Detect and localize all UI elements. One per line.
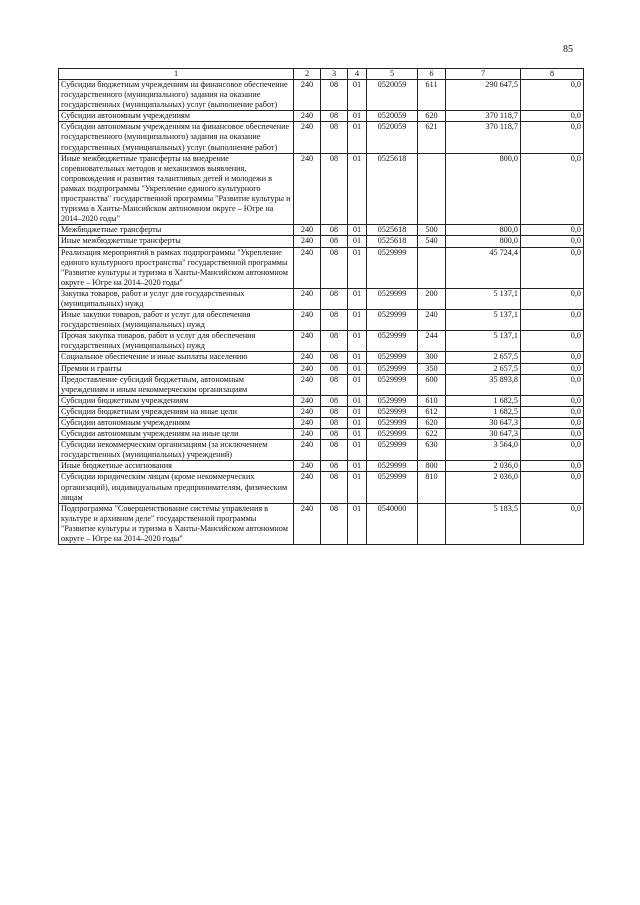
row-name-cell: Иные закупки товаров, работ и услуг для обеспечения государственных (муниципальных) нужд bbox=[59, 310, 294, 331]
expense-type-cell: 350 bbox=[418, 363, 446, 374]
row-name-cell: Реализация мероприятий в рамках подпрограммы "Укрепление единого культурного пространства" государственной программы "Развитие культуры и туризма в Ханты-Мансийском автономном округе – Югре на 2014–2020 годы" bbox=[59, 247, 294, 288]
table-row bbox=[59, 225, 584, 236]
table-row bbox=[59, 440, 584, 461]
amount-cell: 1 682,5 bbox=[446, 406, 521, 417]
table-row bbox=[59, 111, 584, 122]
budget-table bbox=[58, 68, 584, 545]
amount-cell: 1 682,5 bbox=[446, 395, 521, 406]
amount-cell: 370 118,7 bbox=[446, 111, 521, 122]
section-code-cell: 08 bbox=[321, 80, 348, 111]
row-name-cell: Социальное обеспечение и иные выплаты населению bbox=[59, 352, 294, 363]
amount-cell: 370 118,7 bbox=[446, 122, 521, 153]
amount-cell: 5 183,5 bbox=[446, 503, 521, 544]
target-article-cell: 0529999 bbox=[367, 472, 418, 503]
amount-cell: 45 724,4 bbox=[446, 247, 521, 288]
expense-type-cell: 240 bbox=[418, 310, 446, 331]
ministry-code-cell: 240 bbox=[294, 111, 321, 122]
ministry-code-cell: 240 bbox=[294, 310, 321, 331]
second-amount-cell: 0,0 bbox=[521, 472, 584, 503]
section-code-cell: 08 bbox=[321, 472, 348, 503]
target-article-cell: 0529999 bbox=[367, 310, 418, 331]
table-row bbox=[59, 331, 584, 352]
column-header: 4 bbox=[348, 69, 367, 80]
subsection-code-cell: 01 bbox=[348, 472, 367, 503]
target-article-cell: 0529999 bbox=[367, 395, 418, 406]
row-name-cell: Субсидии автономным учреждениям bbox=[59, 418, 294, 429]
table-row bbox=[59, 503, 584, 544]
target-article-cell: 0529999 bbox=[367, 352, 418, 363]
section-code-cell: 08 bbox=[321, 406, 348, 417]
table-row bbox=[59, 406, 584, 417]
ministry-code-cell: 240 bbox=[294, 440, 321, 461]
section-code-cell: 08 bbox=[321, 111, 348, 122]
amount-cell: 290 647,5 bbox=[446, 80, 521, 111]
second-amount-cell: 0,0 bbox=[521, 406, 584, 417]
expense-type-cell: 300 bbox=[418, 352, 446, 363]
column-header: 6 bbox=[418, 69, 446, 80]
amount-cell: 800,0 bbox=[446, 236, 521, 247]
table-row bbox=[59, 461, 584, 472]
row-name-cell: Субсидии автономным учреждениям на иные цели bbox=[59, 429, 294, 440]
second-amount-cell: 0,0 bbox=[521, 247, 584, 288]
amount-cell: 2 036,0 bbox=[446, 461, 521, 472]
ministry-code-cell: 240 bbox=[294, 406, 321, 417]
table-row bbox=[59, 352, 584, 363]
subsection-code-cell: 01 bbox=[348, 418, 367, 429]
ministry-code-cell: 240 bbox=[294, 363, 321, 374]
table-row bbox=[59, 418, 584, 429]
table-row bbox=[59, 153, 584, 225]
second-amount-cell: 0,0 bbox=[521, 461, 584, 472]
table-row bbox=[59, 247, 584, 288]
ministry-code-cell: 240 bbox=[294, 352, 321, 363]
table-row bbox=[59, 236, 584, 247]
target-article-cell: 0529999 bbox=[367, 429, 418, 440]
section-code-cell: 08 bbox=[321, 461, 348, 472]
ministry-code-cell: 240 bbox=[294, 153, 321, 225]
section-code-cell: 08 bbox=[321, 288, 348, 309]
section-code-cell: 08 bbox=[321, 440, 348, 461]
row-name-cell: Подпрограмма "Совершенствование системы управления в культуре и архивном деле" государственной программы "Развитие культуры и туризма в Ханты-Мансийском автономном округе – Югре на 2014–2020 годы" bbox=[59, 503, 294, 544]
target-article-cell: 0525618 bbox=[367, 153, 418, 225]
second-amount-cell: 0,0 bbox=[521, 153, 584, 225]
subsection-code-cell: 01 bbox=[348, 331, 367, 352]
expense-type-cell: 610 bbox=[418, 395, 446, 406]
section-code-cell: 08 bbox=[321, 503, 348, 544]
target-article-cell: 0529999 bbox=[367, 374, 418, 395]
expense-type-cell: 621 bbox=[418, 122, 446, 153]
ministry-code-cell: 240 bbox=[294, 331, 321, 352]
ministry-code-cell: 240 bbox=[294, 80, 321, 111]
subsection-code-cell: 01 bbox=[348, 247, 367, 288]
ministry-code-cell: 240 bbox=[294, 247, 321, 288]
amount-cell: 30 647,3 bbox=[446, 418, 521, 429]
second-amount-cell: 0,0 bbox=[521, 111, 584, 122]
amount-cell: 800,0 bbox=[446, 225, 521, 236]
table-row bbox=[59, 288, 584, 309]
subsection-code-cell: 01 bbox=[348, 122, 367, 153]
ministry-code-cell: 240 bbox=[294, 288, 321, 309]
page-number: 85 bbox=[563, 44, 573, 55]
table-row bbox=[59, 429, 584, 440]
row-name-cell: Иные бюджетные ассигнования bbox=[59, 461, 294, 472]
amount-cell: 5 137,1 bbox=[446, 288, 521, 309]
second-amount-cell: 0,0 bbox=[521, 503, 584, 544]
ministry-code-cell: 240 bbox=[294, 122, 321, 153]
column-header: 3 bbox=[321, 69, 348, 80]
section-code-cell: 08 bbox=[321, 122, 348, 153]
target-article-cell: 0529999 bbox=[367, 418, 418, 429]
section-code-cell: 08 bbox=[321, 153, 348, 225]
target-article-cell: 0529999 bbox=[367, 461, 418, 472]
amount-cell: 2 657,5 bbox=[446, 363, 521, 374]
second-amount-cell: 0,0 bbox=[521, 122, 584, 153]
table-body bbox=[59, 80, 584, 545]
second-amount-cell: 0,0 bbox=[521, 363, 584, 374]
column-header: 1 bbox=[59, 69, 294, 80]
subsection-code-cell: 01 bbox=[348, 461, 367, 472]
column-header: 8 bbox=[521, 69, 584, 80]
second-amount-cell: 0,0 bbox=[521, 440, 584, 461]
subsection-code-cell: 01 bbox=[348, 80, 367, 111]
subsection-code-cell: 01 bbox=[348, 440, 367, 461]
second-amount-cell: 0,0 bbox=[521, 225, 584, 236]
subsection-code-cell: 01 bbox=[348, 406, 367, 417]
target-article-cell: 0529999 bbox=[367, 440, 418, 461]
subsection-code-cell: 01 bbox=[348, 363, 367, 374]
row-name-cell: Премии и гранты bbox=[59, 363, 294, 374]
section-code-cell: 08 bbox=[321, 236, 348, 247]
subsection-code-cell: 01 bbox=[348, 153, 367, 225]
second-amount-cell: 0,0 bbox=[521, 374, 584, 395]
target-article-cell: 0525618 bbox=[367, 225, 418, 236]
second-amount-cell: 0,0 bbox=[521, 288, 584, 309]
ministry-code-cell: 240 bbox=[294, 418, 321, 429]
table-header-row bbox=[59, 69, 584, 80]
subsection-code-cell: 01 bbox=[348, 111, 367, 122]
column-header: 5 bbox=[367, 69, 418, 80]
amount-cell: 35 893,8 bbox=[446, 374, 521, 395]
ministry-code-cell: 240 bbox=[294, 472, 321, 503]
second-amount-cell: 0,0 bbox=[521, 395, 584, 406]
ministry-code-cell: 240 bbox=[294, 374, 321, 395]
expense-type-cell: 620 bbox=[418, 418, 446, 429]
expense-type-cell: 540 bbox=[418, 236, 446, 247]
subsection-code-cell: 01 bbox=[348, 429, 367, 440]
ministry-code-cell: 240 bbox=[294, 461, 321, 472]
target-article-cell: 0520059 bbox=[367, 80, 418, 111]
section-code-cell: 08 bbox=[321, 363, 348, 374]
row-name-cell: Субсидии некоммерческим организациям (за исключением государственных (муниципальных) учреждений) bbox=[59, 440, 294, 461]
expense-type-cell bbox=[418, 503, 446, 544]
section-code-cell: 08 bbox=[321, 395, 348, 406]
row-name-cell: Субсидии бюджетным учреждениям на финансовое обеспечение государственного (муниципального) задания на оказание государственных (муниципальных) услуг (выполнение работ) bbox=[59, 80, 294, 111]
ministry-code-cell: 240 bbox=[294, 503, 321, 544]
expense-type-cell: 200 bbox=[418, 288, 446, 309]
expense-type-cell: 622 bbox=[418, 429, 446, 440]
target-article-cell: 0540000 bbox=[367, 503, 418, 544]
ministry-code-cell: 240 bbox=[294, 395, 321, 406]
target-article-cell: 0529999 bbox=[367, 363, 418, 374]
ministry-code-cell: 240 bbox=[294, 225, 321, 236]
row-name-cell: Субсидии автономным учреждениям на финансовое обеспечение государственного (муниципального) задания на оказание государственных (муниципальных) услуг (выполнение работ) bbox=[59, 122, 294, 153]
target-article-cell: 0525618 bbox=[367, 236, 418, 247]
row-name-cell: Прочая закупка товаров, работ и услуг для обеспечения государственных (муниципальных) нужд bbox=[59, 331, 294, 352]
expense-type-cell: 611 bbox=[418, 80, 446, 111]
target-article-cell: 0529999 bbox=[367, 247, 418, 288]
second-amount-cell: 0,0 bbox=[521, 80, 584, 111]
second-amount-cell: 0,0 bbox=[521, 310, 584, 331]
subsection-code-cell: 01 bbox=[348, 225, 367, 236]
amount-cell: 3 564,0 bbox=[446, 440, 521, 461]
ministry-code-cell: 240 bbox=[294, 429, 321, 440]
row-name-cell: Закупка товаров, работ и услуг для государственных (муниципальных) нужд bbox=[59, 288, 294, 309]
section-code-cell: 08 bbox=[321, 418, 348, 429]
section-code-cell: 08 bbox=[321, 429, 348, 440]
subsection-code-cell: 01 bbox=[348, 236, 367, 247]
expense-type-cell bbox=[418, 247, 446, 288]
second-amount-cell: 0,0 bbox=[521, 352, 584, 363]
target-article-cell: 0529999 bbox=[367, 331, 418, 352]
ministry-code-cell: 240 bbox=[294, 236, 321, 247]
subsection-code-cell: 01 bbox=[348, 503, 367, 544]
amount-cell: 5 137,1 bbox=[446, 310, 521, 331]
amount-cell: 2 036,0 bbox=[446, 472, 521, 503]
target-article-cell: 0529999 bbox=[367, 406, 418, 417]
table-row bbox=[59, 122, 584, 153]
row-name-cell: Межбюджетные трансферты bbox=[59, 225, 294, 236]
expense-type-cell: 630 bbox=[418, 440, 446, 461]
expense-type-cell: 612 bbox=[418, 406, 446, 417]
section-code-cell: 08 bbox=[321, 310, 348, 331]
amount-cell: 800,0 bbox=[446, 153, 521, 225]
section-code-cell: 08 bbox=[321, 225, 348, 236]
column-header: 2 bbox=[294, 69, 321, 80]
table-row bbox=[59, 363, 584, 374]
row-name-cell: Иные межбюджетные трансферты на внедрение соревновательных методов и механизмов выявления, сопровождения и развития талантливых детей и молодежи в рамках подпрограммы "Укрепление единого культурного пространства" государственной программы "Развитие культуры и туризма в Ханты-Мансийском автономном округе – Югре на 2014–2020 годы" bbox=[59, 153, 294, 225]
expense-type-cell: 800 bbox=[418, 461, 446, 472]
subsection-code-cell: 01 bbox=[348, 374, 367, 395]
table-row bbox=[59, 80, 584, 111]
subsection-code-cell: 01 bbox=[348, 288, 367, 309]
subsection-code-cell: 01 bbox=[348, 310, 367, 331]
row-name-cell: Субсидии бюджетным учреждениям bbox=[59, 395, 294, 406]
row-name-cell: Субсидии автономным учреждениям bbox=[59, 111, 294, 122]
second-amount-cell: 0,0 bbox=[521, 418, 584, 429]
expense-type-cell: 500 bbox=[418, 225, 446, 236]
target-article-cell: 0520059 bbox=[367, 122, 418, 153]
target-article-cell: 0520059 bbox=[367, 111, 418, 122]
section-code-cell: 08 bbox=[321, 247, 348, 288]
second-amount-cell: 0,0 bbox=[521, 429, 584, 440]
amount-cell: 5 137,1 bbox=[446, 331, 521, 352]
row-name-cell: Субсидии бюджетным учреждениям на иные цели bbox=[59, 406, 294, 417]
expense-type-cell: 244 bbox=[418, 331, 446, 352]
subsection-code-cell: 01 bbox=[348, 395, 367, 406]
row-name-cell: Предоставление субсидий бюджетным, автономным учреждениям и иным некоммерческим организациям bbox=[59, 374, 294, 395]
row-name-cell: Субсидии юридическим лицам (кроме некоммерческих организаций), индивидуальным предпринимателям, физическим лицам bbox=[59, 472, 294, 503]
target-article-cell: 0529999 bbox=[367, 288, 418, 309]
second-amount-cell: 0,0 bbox=[521, 331, 584, 352]
table-row bbox=[59, 374, 584, 395]
expense-type-cell: 620 bbox=[418, 111, 446, 122]
section-code-cell: 08 bbox=[321, 374, 348, 395]
expense-type-cell bbox=[418, 153, 446, 225]
section-code-cell: 08 bbox=[321, 352, 348, 363]
row-name-cell: Иные межбюджетные трансферты bbox=[59, 236, 294, 247]
table-row bbox=[59, 310, 584, 331]
subsection-code-cell: 01 bbox=[348, 352, 367, 363]
amount-cell: 2 657,5 bbox=[446, 352, 521, 363]
table-row bbox=[59, 395, 584, 406]
column-header: 7 bbox=[446, 69, 521, 80]
amount-cell: 30 647,3 bbox=[446, 429, 521, 440]
section-code-cell: 08 bbox=[321, 331, 348, 352]
second-amount-cell: 0,0 bbox=[521, 236, 584, 247]
table-row bbox=[59, 472, 584, 503]
expense-type-cell: 810 bbox=[418, 472, 446, 503]
expense-type-cell: 600 bbox=[418, 374, 446, 395]
